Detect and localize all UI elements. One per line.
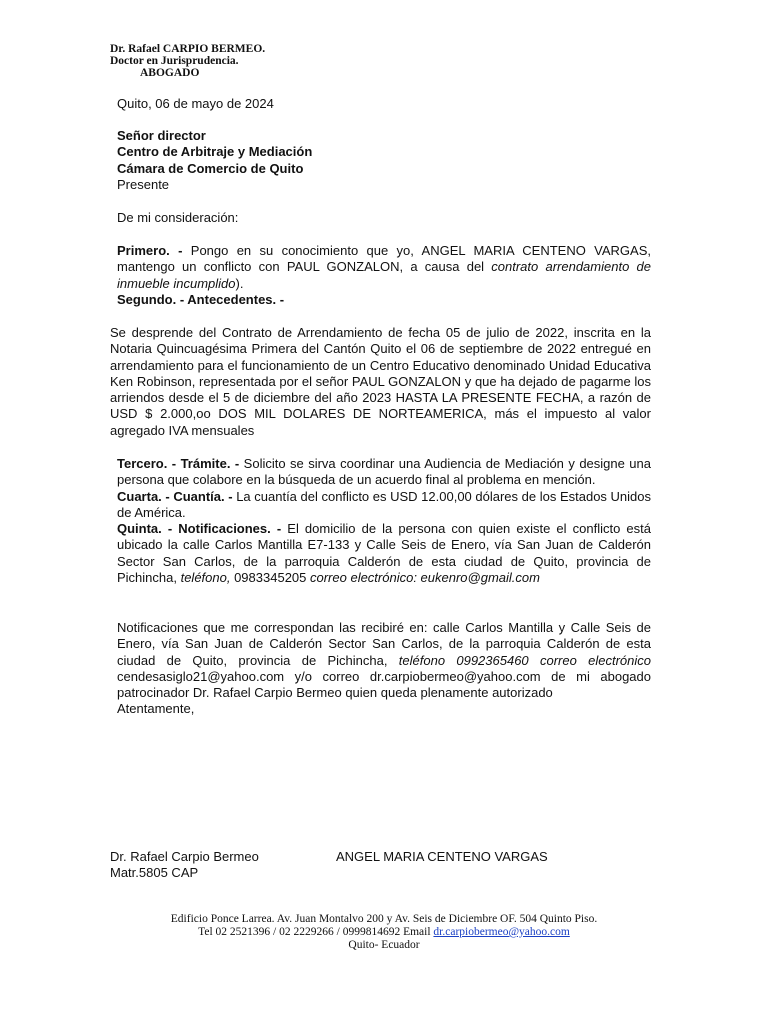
notification-text-end: cendesasiglo21@yahoo.com y/o correo dr.carpiobermeo@yahoo.com de mi abogado patrocinador Dr. Rafael Carpio Bermeo quien queda plenamente autorizado bbox=[117, 668, 651, 701]
quinta-label: Quinta. - Notificaciones. - bbox=[117, 521, 282, 537]
quinta-paragraph bbox=[117, 521, 651, 586]
letterhead bbox=[110, 43, 265, 79]
quinta-phone: 0983345205 bbox=[230, 570, 310, 586]
primero-label: Primero. - bbox=[117, 243, 183, 258]
lawyer-signature bbox=[110, 849, 259, 882]
footer-phones: Tel 02 2521396 / 02 2229266 / 0999814692 Email bbox=[198, 926, 434, 938]
notification-paragraph bbox=[117, 620, 651, 701]
lawyer-registration: Matr.5805 CAP bbox=[110, 865, 199, 881]
footer-address: Edificio Ponce Larrea. Av. Juan Montalvo 200 y Av. Seis de Diciembre OF. 504 Quinto Piso. bbox=[170, 913, 598, 925]
client-name: ANGEL MARIA CENTENO VARGAS bbox=[336, 849, 548, 864]
footer-email-link[interactable]: dr.carpiobermeo@yahoo.com bbox=[433, 926, 570, 938]
cuarta-paragraph bbox=[117, 489, 651, 522]
quinta-email: correo electrónico: eukenro@gmail.com bbox=[310, 570, 540, 586]
addressee-line: Presente bbox=[117, 176, 170, 192]
primero-italic: contrato arrendamiento de inmueble incumplido bbox=[117, 259, 651, 291]
tercero-paragraph bbox=[117, 456, 651, 489]
addressee-line: Centro de Arbitraje y Mediación bbox=[117, 144, 313, 160]
items-section bbox=[117, 456, 651, 586]
cuarta-text: La cuantía del conflicto es USD 12.00,00 dólares de los Estados Unidos de América. bbox=[117, 488, 651, 520]
tercero-text: Solicito se sirva coordinar una Audiencia de Mediación y designe una persona que colabore en la búsqueda de un acuerdo final al problema en mención. bbox=[117, 456, 651, 488]
footer-contact bbox=[0, 926, 768, 939]
quinta-phone-label: teléfono, bbox=[180, 570, 231, 586]
primero-text: Pongo en su conocimiento que yo, ANGEL MARIA CENTENO VARGAS, mantengo un conflicto con PAUL GONZALON, a causa del bbox=[117, 243, 651, 275]
letter-date: Quito, 06 de mayo de 2024 bbox=[117, 96, 274, 111]
segundo-heading: Segundo. - Antecedentes. - bbox=[117, 291, 285, 307]
quinta-text: El domicilio de la persona con quien existe el conflicto está ubicado la calle Carlos Mantilla E7-133 y Calle Seis de Enero, vía San Juan de Calderón Sector San Carlos, de la parroquia Calderón de esta ciudad de Quito, provincia de Pichincha, bbox=[117, 521, 651, 586]
footer-city: Quito- Ecuador bbox=[348, 939, 420, 951]
primero-end: ). bbox=[235, 275, 244, 291]
client-signature bbox=[336, 849, 548, 865]
addressee-line: Señor director bbox=[117, 128, 206, 143]
letterhead-profession: ABOGADO bbox=[140, 67, 200, 79]
notification-text: Notificaciones que me correspondan las recibiré en: calle Carlos Mantilla y Calle Seis de Enero, vía San Juan de Calderón Sector San Carlos, de la parroquia Calderón de esta ciudad de Quito, provincia de Pichincha, bbox=[117, 620, 651, 668]
greeting: De mi consideración: bbox=[117, 210, 239, 225]
cuarta-label: Cuarta. - Cuantía. - bbox=[117, 488, 233, 504]
addressee-line: Cámara de Comercio de Quito bbox=[117, 160, 304, 176]
letter-footer bbox=[0, 913, 768, 952]
addressee-block bbox=[117, 128, 312, 193]
closing: Atentamente, bbox=[117, 701, 195, 717]
primero-paragraph bbox=[117, 243, 651, 292]
notification-section bbox=[117, 620, 651, 718]
background-paragraph: Se desprende del Contrato de Arrendamiento de fecha 05 de julio de 2022, inscrita en la Notaria Quincuagésima Primera del Cantón Quito el 06 de septiembre de 2022 entregué en arrendamiento para el funcionamiento de un Centro Educativo denominado Unidad Educativa Ken Robinson, representada por el señor PAUL GONZALON y que ha dejado de pagarme los arriendos desde el 5 de diciembre del año 2023 HASTA LA PRESENTE FECHA, a razón de USD $ 2.000,oo DOS MIL DOLARES DE NORTEAMERICA, más el impuesto al valor agregado IVA mensuales bbox=[110, 325, 651, 438]
letterhead-name: Dr. Rafael CARPIO BERMEO. bbox=[110, 43, 266, 55]
letterhead-title: Doctor en Jurisprudencia. bbox=[110, 55, 239, 67]
notification-italic: teléfono 0992365460 correo electrónico bbox=[398, 652, 651, 668]
lawyer-name: Dr. Rafael Carpio Bermeo bbox=[110, 849, 259, 864]
tercero-label: Tercero. - Trámite. - bbox=[117, 456, 240, 471]
first-section bbox=[117, 243, 651, 308]
